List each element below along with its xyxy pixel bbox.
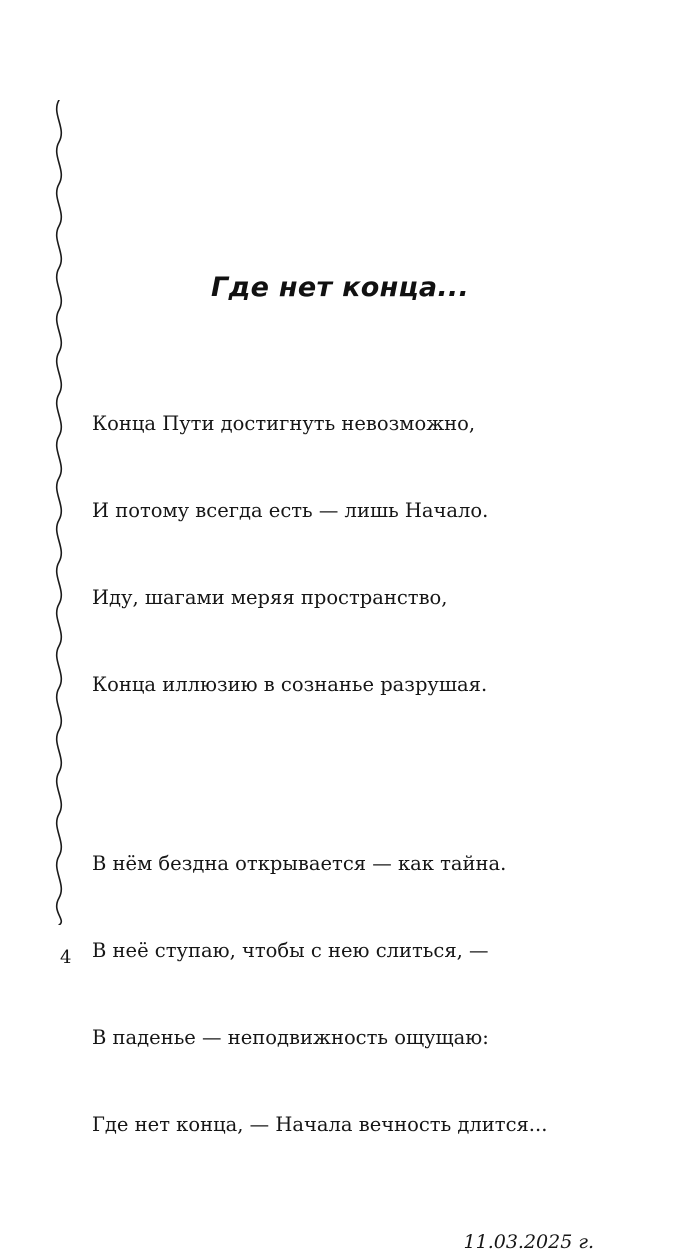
poem-line: В нём бездна открывается — как тайна. xyxy=(92,852,507,875)
poem-title: Где нет конца... xyxy=(210,272,470,303)
page-number: 4 xyxy=(60,947,72,968)
poem-line: В неё ступаю, чтобы с нею слиться, — xyxy=(92,939,489,962)
poem-container xyxy=(92,272,612,1253)
poem-date: 11.03.2025 г. xyxy=(463,1231,594,1253)
poem-line: В паденье — неподвижность ощущаю: xyxy=(92,1026,489,1049)
poem-line: Иду, шагами меряя пространство, xyxy=(92,586,448,609)
poem-stanza-2 xyxy=(92,791,612,1197)
wavy-vertical-rule-ornament xyxy=(48,100,70,925)
poem-line: И потому всегда есть — лишь Начало. xyxy=(92,499,489,522)
poem-stanza-1 xyxy=(92,351,612,757)
poem-line: Где нет конца, — Начала вечность длится... xyxy=(92,1113,548,1136)
poem-line: Конца Пути достигнуть невозможно, xyxy=(92,412,476,435)
poem-line: Конца иллюзию в сознанье разрушая. xyxy=(92,673,488,696)
